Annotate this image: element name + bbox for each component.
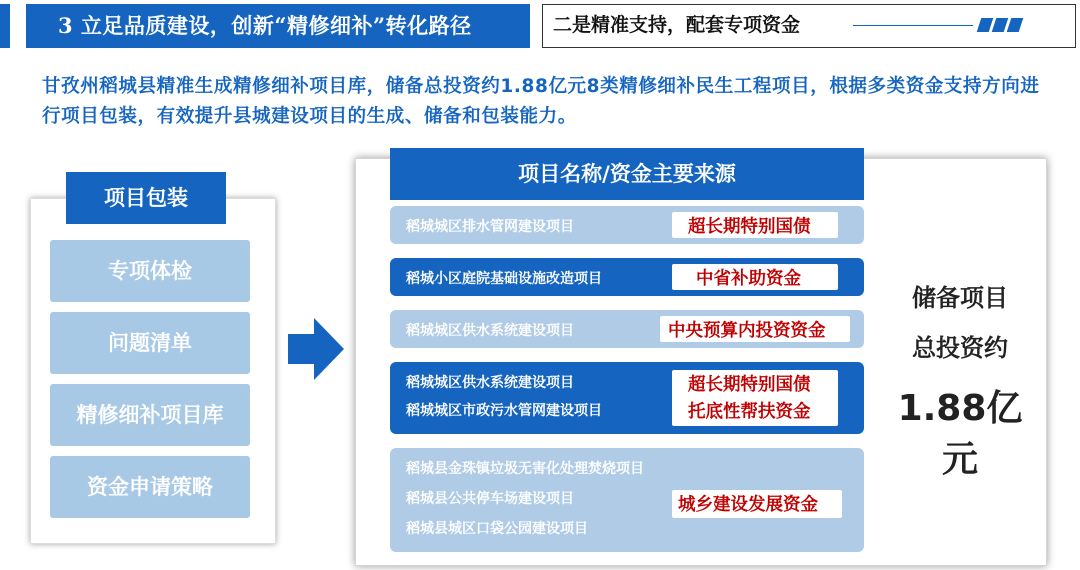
funding-source: 城乡建设发展资金 [678,495,818,515]
project-name: 稻城县金珠镇垃圾无害化处理焚烧项目 [406,461,644,477]
subtitle-text: 二是精准支持，配套专项资金 [553,14,801,36]
slash-decoration-icon [979,18,1023,32]
header-accent-bar [0,4,10,48]
subtitle-rule [853,25,973,26]
project-name: 稻城小区庭院基础设施改造项目 [406,271,602,287]
intro-paragraph: 甘孜州稻城县精准生成精修细补项目库，储备总投资约1.88亿元8类精修细补民生工程项目，根据多类资金支持方向进行项目包装，有效提升县城建设项目的生成、储备和包装能力。 [42,76,1040,127]
project-name: 稻城城区排水管网建设项目 [406,219,574,235]
project-packaging-title: 项目包装 [66,172,226,224]
project-name: 稻城县城区口袋公园建设项目 [406,521,588,537]
project-row [390,362,864,434]
project-row [390,258,864,296]
project-name: 稻城县公共停车场建设项目 [406,491,574,507]
packaging-item-funding-strategy: 资金申请策略 [50,456,250,518]
project-row [390,206,864,244]
packaging-item-health-check: 专项体检 [50,240,250,302]
summary-label: 总投资约 [912,334,1008,362]
summary-label: 储备项目 [912,284,1008,312]
subtitle-box [542,4,1076,48]
funding-source: 超长期特别国债 [688,375,811,395]
project-name: 稻城城区供水系统建设项目 [406,323,574,339]
packaging-item-problem-list: 问题清单 [50,312,250,374]
project-name: 稻城城区供水系统建设项目 [406,375,574,391]
project-row [390,448,864,552]
project-funding-title: 项目名称/资金主要来源 [390,148,864,200]
funding-source: 中省补助资金 [696,269,801,289]
project-row [390,310,864,348]
right-arrow-icon [288,318,344,380]
packaging-item-project-library: 精修细补项目库 [50,384,250,446]
funding-source: 托底性帮扶资金 [688,402,811,422]
total-investment-amount: 1.88亿元 [897,388,1023,480]
section-title: 3 立足品质建设，创新“精修细补”转化路径 [26,4,530,48]
project-name: 稻城城区市政污水管网建设项目 [406,403,602,419]
funding-source: 中央预算内投资资金 [668,321,826,341]
funding-source: 超长期特别国债 [688,217,811,237]
